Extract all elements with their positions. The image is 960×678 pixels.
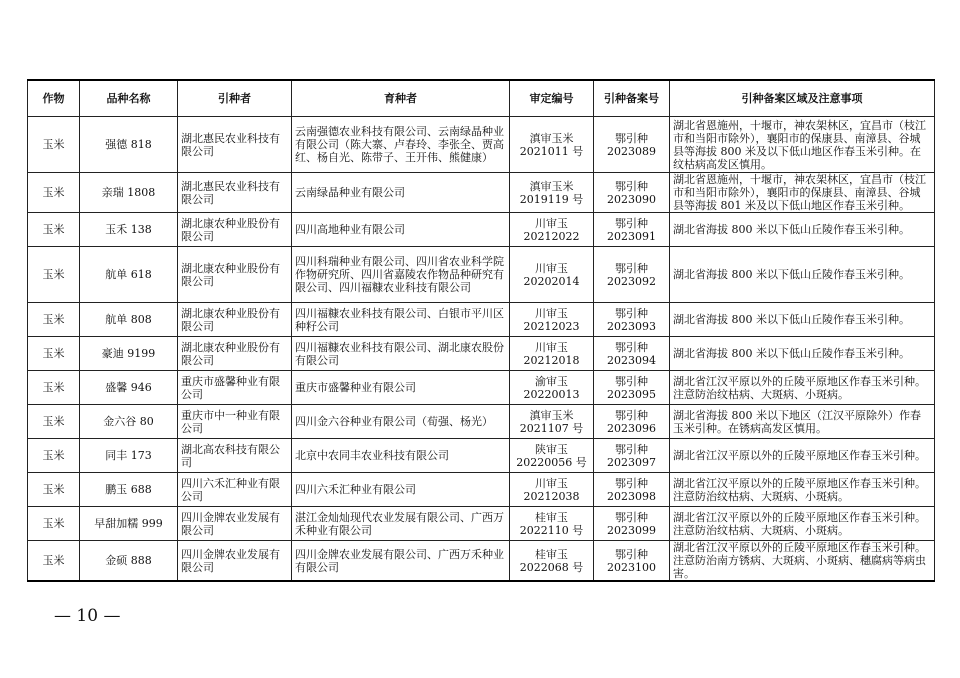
- cell-record: 鄂引种 2023093: [594, 303, 670, 337]
- cell-variety: 亲瑞 1808: [80, 173, 178, 213]
- cell-variety: 强德 818: [80, 117, 178, 173]
- cell-crop: 玉米: [28, 405, 80, 439]
- cell-record: 鄂引种 2023094: [594, 337, 670, 371]
- table-row: [28, 541, 935, 582]
- cell-region: 湖北省江汉平原以外的丘陵平原地区作春玉米引种。注意防治纹枯病、大斑病、小斑病。: [670, 473, 935, 507]
- cell-introducer: 湖北高农科技有限公司: [178, 439, 292, 473]
- table-row: [28, 117, 935, 173]
- cell-crop: 玉米: [28, 213, 80, 247]
- cell-variety: 玉禾 138: [80, 213, 178, 247]
- cell-approval: 川审玉 20212018: [510, 337, 594, 371]
- cell-introducer: 四川六禾汇种业有限公司: [178, 473, 292, 507]
- cell-crop: 玉米: [28, 303, 80, 337]
- cell-region: 湖北省江汉平原以外的丘陵平原地区作春玉米引种。: [670, 439, 935, 473]
- cell-crop: 玉米: [28, 473, 80, 507]
- table-row: [28, 173, 935, 213]
- cell-breeder: 北京中农同丰农业科技有限公司: [292, 439, 510, 473]
- table-header-row: [28, 80, 935, 117]
- cell-record: 鄂引种 2023095: [594, 371, 670, 405]
- cell-record: 鄂引种 2023097: [594, 439, 670, 473]
- cell-introducer: 湖北惠民农业科技有限公司: [178, 173, 292, 213]
- table-row: [28, 213, 935, 247]
- cell-approval: 渝审玉 20220013: [510, 371, 594, 405]
- cell-approval: 滇审玉米 2021011 号: [510, 117, 594, 173]
- cell-record: 鄂引种 2023089: [594, 117, 670, 173]
- cell-variety: 同丰 173: [80, 439, 178, 473]
- column-header: 育种者: [292, 80, 510, 117]
- cell-breeder: 四川福糠农业科技有限公司、白银市平川区种籽公司: [292, 303, 510, 337]
- cell-introducer: 四川金牌农业发展有限公司: [178, 541, 292, 582]
- cell-introducer: 湖北康农种业股份有限公司: [178, 213, 292, 247]
- cell-variety: 早甜加糯 999: [80, 507, 178, 541]
- cell-region: 湖北省江汉平原以外的丘陵平原地区作春玉米引种。注意防治南方锈病、大斑病、小斑病、穗腐病等病虫害。: [670, 541, 935, 582]
- cell-variety: 航单 618: [80, 247, 178, 303]
- cell-breeder: 四川福糠农业科技有限公司、湖北康农股份有限公司: [292, 337, 510, 371]
- cell-approval: 川审玉 20202014: [510, 247, 594, 303]
- cell-crop: 玉米: [28, 337, 80, 371]
- cell-region: 湖北省江汉平原以外的丘陵平原地区作春玉米引种。注意防治纹枯病、大斑病、小斑病。: [670, 507, 935, 541]
- cell-region: 湖北省海拔 800 米以下低山丘陵作春玉米引种。: [670, 247, 935, 303]
- table-row: [28, 303, 935, 337]
- page-number: — 10 —: [54, 606, 121, 626]
- cell-region: 湖北省恩施州，十堰市，神农架林区，宜昌市（枝江市和当阳市除外），襄阳市的保康县、南漳县、谷城县等海拔 801 米及以下低山地区作春玉米引种。: [670, 173, 935, 213]
- cell-crop: 玉米: [28, 507, 80, 541]
- cell-introducer: 湖北康农种业股份有限公司: [178, 337, 292, 371]
- cell-crop: 玉米: [28, 173, 80, 213]
- cell-region: 湖北省海拔 800 米以下低山丘陵作春玉米引种。: [670, 213, 935, 247]
- cell-breeder: 四川金六谷种业有限公司（荀强、杨光）: [292, 405, 510, 439]
- cell-region: 湖北省恩施州，十堰市，神农架林区，宜昌市（枝江市和当阳市除外），襄阳市的保康县、南漳县、谷城县等海拔 800 米及以下低山地区作春玉米引种。在纹枯病高发区慎用。: [670, 117, 935, 173]
- cell-region: 湖北省海拔 800 米以下地区（江汉平原除外）作春玉米引种。在锈病高发区慎用。: [670, 405, 935, 439]
- cell-approval: 桂审玉 2022110 号: [510, 507, 594, 541]
- cell-variety: 航单 808: [80, 303, 178, 337]
- cell-approval: 滇审玉米 2019119 号: [510, 173, 594, 213]
- cell-introducer: 重庆市盛馨种业有限公司: [178, 371, 292, 405]
- cell-introducer: 湖北惠民农业科技有限公司: [178, 117, 292, 173]
- cell-crop: 玉米: [28, 541, 80, 582]
- cell-introducer: 重庆市中一种业有限公司: [178, 405, 292, 439]
- cell-approval: 川审玉 20212038: [510, 473, 594, 507]
- cell-region: 湖北省海拔 800 米以下低山丘陵作春玉米引种。: [670, 303, 935, 337]
- cell-variety: 金六谷 80: [80, 405, 178, 439]
- table-row: [28, 473, 935, 507]
- column-header: 引种者: [178, 80, 292, 117]
- table-row: [28, 371, 935, 405]
- cell-approval: 川审玉 20212022: [510, 213, 594, 247]
- cell-introducer: 湖北康农种业股份有限公司: [178, 247, 292, 303]
- variety-table: [27, 79, 935, 582]
- table-row: [28, 507, 935, 541]
- cell-record: 鄂引种 2023099: [594, 507, 670, 541]
- cell-breeder: 四川科瑞种业有限公司、四川省农业科学院作物研究所、四川省嘉陵农作物品种研究有限公司、四川福糠农业科技有限公司: [292, 247, 510, 303]
- cell-record: 鄂引种 2023090: [594, 173, 670, 213]
- cell-crop: 玉米: [28, 247, 80, 303]
- cell-crop: 玉米: [28, 371, 80, 405]
- cell-variety: 金硕 888: [80, 541, 178, 582]
- cell-breeder: 云南强德农业科技有限公司、云南绿晶种业有限公司（陈大寨、卢春玲、李张全、贾高红、杨自光、陈带子、王开伟、熊健康）: [292, 117, 510, 173]
- cell-approval: 陕审玉 20220056 号: [510, 439, 594, 473]
- table-row: [28, 337, 935, 371]
- cell-record: 鄂引种 2023098: [594, 473, 670, 507]
- column-header: 引种备案号: [594, 80, 670, 117]
- cell-crop: 玉米: [28, 439, 80, 473]
- cell-region: 湖北省海拔 800 米以下低山丘陵作春玉米引种。: [670, 337, 935, 371]
- cell-introducer: 湖北康农种业股份有限公司: [178, 303, 292, 337]
- cell-variety: 盛馨 946: [80, 371, 178, 405]
- column-header: 品种名称: [80, 80, 178, 117]
- cell-breeder: 云南绿晶种业有限公司: [292, 173, 510, 213]
- cell-breeder: 湛江金灿灿现代农业发展有限公司、广西万禾种业有限公司: [292, 507, 510, 541]
- cell-introducer: 四川金牌农业发展有限公司: [178, 507, 292, 541]
- column-header: 作物: [28, 80, 80, 117]
- table-body: [28, 117, 935, 582]
- cell-record: 鄂引种 2023100: [594, 541, 670, 582]
- cell-breeder: 重庆市盛馨种业有限公司: [292, 371, 510, 405]
- cell-breeder: 四川高地种业有限公司: [292, 213, 510, 247]
- table-row: [28, 247, 935, 303]
- cell-record: 鄂引种 2023096: [594, 405, 670, 439]
- cell-crop: 玉米: [28, 117, 80, 173]
- cell-approval: 川审玉 20212023: [510, 303, 594, 337]
- column-header: 引种备案区域及注意事项: [670, 80, 935, 117]
- cell-record: 鄂引种 2023092: [594, 247, 670, 303]
- cell-variety: 豪迪 9199: [80, 337, 178, 371]
- cell-breeder: 四川金牌农业发展有限公司、广西万禾种业有限公司: [292, 541, 510, 582]
- cell-approval: 滇审玉米 2021107 号: [510, 405, 594, 439]
- cell-breeder: 四川六禾汇种业有限公司: [292, 473, 510, 507]
- cell-approval: 桂审玉 2022068 号: [510, 541, 594, 582]
- table-row: [28, 405, 935, 439]
- column-header: 审定编号: [510, 80, 594, 117]
- cell-variety: 鹏玉 688: [80, 473, 178, 507]
- cell-record: 鄂引种 2023091: [594, 213, 670, 247]
- cell-region: 湖北省江汉平原以外的丘陵平原地区作春玉米引种。注意防治纹枯病、大斑病、小斑病。: [670, 371, 935, 405]
- table-row: [28, 439, 935, 473]
